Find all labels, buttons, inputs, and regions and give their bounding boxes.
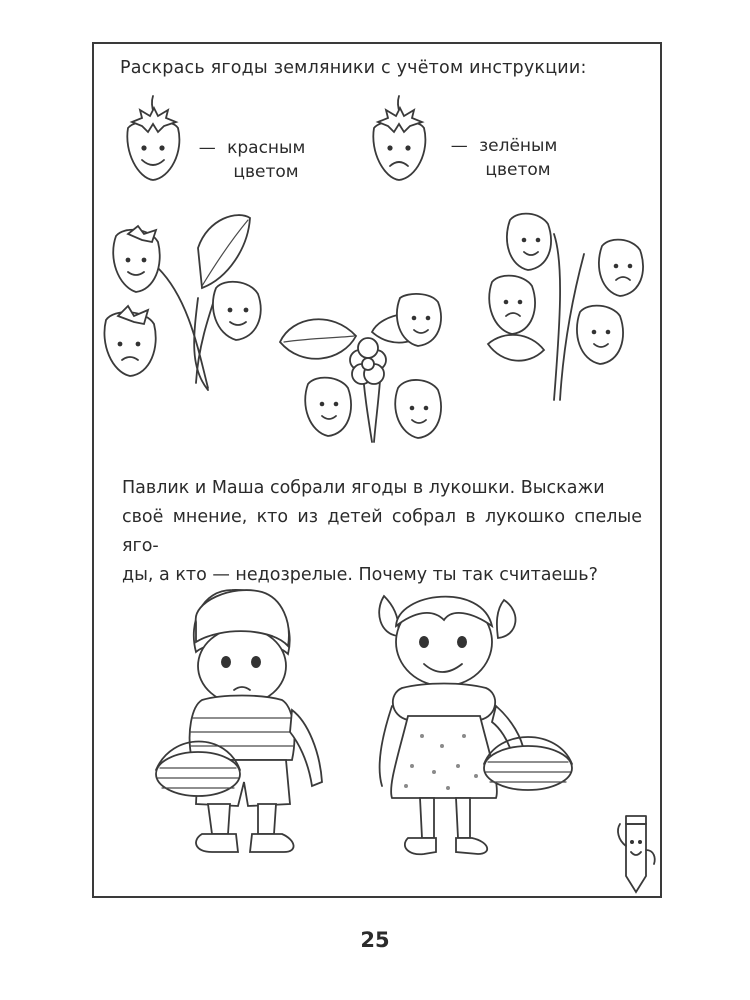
girl-masha-illustration xyxy=(372,576,584,868)
legend-sad-line1: зелёным xyxy=(479,136,558,156)
legend-sad-dash: — xyxy=(450,136,468,156)
instruction-text: Раскрась ягоды земляники с учётом инструкции: xyxy=(120,58,587,78)
flower-icon xyxy=(350,338,386,384)
happy-strawberry-icon xyxy=(118,92,188,184)
question-paragraph xyxy=(122,474,642,590)
strawberry-plant-left-illustration xyxy=(98,208,278,398)
paragraph-line-3: ды, а кто — недозрелые. Почему ты так считаешь? xyxy=(122,565,598,585)
sad-strawberry-icon xyxy=(364,92,434,184)
page-number: 25 xyxy=(360,928,390,952)
paragraph-line-1: Павлик и Маша собрали ягоды в лукошки. Выскажи xyxy=(122,478,605,498)
strawberry-plant-right-illustration xyxy=(484,204,660,404)
legend-happy-text xyxy=(194,136,310,184)
strawberry-plant-middle-illustration xyxy=(272,292,462,447)
paragraph-line-2: своё мнение, кто из детей собрал в лукошко спелые яго- xyxy=(122,507,642,556)
pencil-mascot-icon xyxy=(612,806,660,896)
legend-happy-line1: красным xyxy=(227,138,306,158)
legend-happy-dash: — xyxy=(198,138,216,158)
boy-pavlik-illustration xyxy=(152,582,352,864)
legend-sad-line2: цветом xyxy=(485,160,551,180)
legend-happy-line2: цветом xyxy=(233,162,299,182)
legend-sad-text xyxy=(444,134,564,182)
